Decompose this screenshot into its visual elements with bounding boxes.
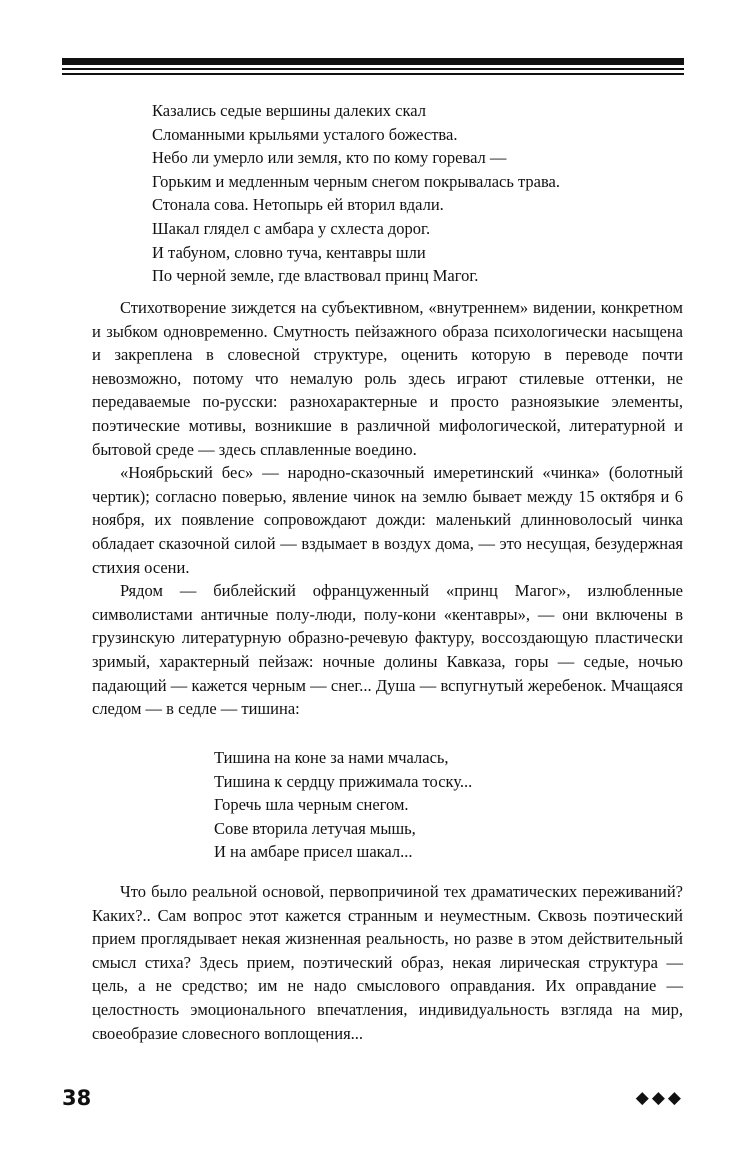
verse-line: Стонала сова. Нетопырь ей вторил вдали. xyxy=(152,195,444,215)
paragraph: Что было реальной основой, первопричиной тех драматических переживаний? Каких?.. Сам вопрос этот кажется странным и неуместным. Сквозь поэтический прием проглядывает некая жизненная реальность, но разве в этом действительный смысл стиха? Здесь прием, поэтический образ, некая лирическая структура — цель, а не средство; им не надо смыслового оправдания. Их оправдание — целостность эмоционального впечатления, индивидуальность взгляда на мир, своеобразие словесного воплощения... xyxy=(92,882,683,1043)
header-rule-thin xyxy=(62,73,684,75)
prose-block-1 xyxy=(92,296,683,721)
header-rule-thin xyxy=(62,68,684,70)
verse-line: Сломанными крыльями усталого божества. xyxy=(152,124,458,144)
poem-excerpt-2 xyxy=(214,746,472,864)
verse-line: И на амбаре присел шакал... xyxy=(214,842,413,862)
verse-line: И табуном, словно туча, кентавры шли xyxy=(152,242,426,262)
diamond-ornament-icon: ◆◆◆ xyxy=(635,1088,684,1108)
verse-line: Казались седые вершины далеких скал xyxy=(152,101,426,120)
page-number: 38 xyxy=(62,1086,92,1110)
verse-line: Небо ли умерло или земля, кто по кому горевал — xyxy=(152,148,507,168)
verse-line: Шакал глядел с амбара у схлеста дорог. xyxy=(152,218,431,238)
paragraph: Стихотворение зиждется на субъективном, «внутреннем» видении, конкретном и зыбком одновременно. Смутность пейзажного образа психологически насыщена и закреплена в словесной структуре, оценить которую в переводе почти невозможно, потому что немалую роль здесь играют стилевые оттенки, не передаваемые по-русски: разнохарактерные и просто разноязыкие элементы, поэтические мотивы, возникшие в различной мифологической, литературной и бытовой среде — здесь сплавленные воедино. xyxy=(92,298,683,459)
header-rule xyxy=(62,58,684,75)
verse-line: Тишина на коне за нами мчалась, xyxy=(214,748,449,767)
verse-line: Сове вторила летучая мышь, xyxy=(214,818,416,838)
paragraph: Рядом — библейский офранцуженный «принц Магог», излюбленные символистами античные полу-люди, полу-кони «кентавры», — они включены в грузинскую литературную образно-речевую фактуру, воссоздающую пластически зримый, характерный пейзаж: ночные долины Кавказа, горы — седые, ночью падающий — кажется черным — снег... Душа — вспугнутый жеребенок. Мчащаяся следом — в седле — тишина: xyxy=(92,581,683,719)
verse-line: Горечь шла черным снегом. xyxy=(214,795,409,815)
poem-excerpt-1 xyxy=(152,99,560,288)
header-rule-thick xyxy=(62,58,684,65)
verse-line: Тишина к сердцу прижимала тоску... xyxy=(214,771,473,791)
prose-block-2 xyxy=(92,880,683,1045)
verse-line: Горьким и медленным черным снегом покрывалась трава. xyxy=(152,171,560,191)
verse-line: По черной земле, где властвовал принц Магог. xyxy=(152,266,479,286)
paragraph: «Ноябрьский бес» — народно-сказочный имеретинский «чинка» (болотный чертик); согласно поверью, явление чинок на землю бывает между 15 октября и 6 ноября, их появление сопровождают дожди: маленький длинноволосый чинка обладает сказочной силой — вздымает в воздух дома, — это несущая, безудержная стихия осени. xyxy=(92,463,683,577)
